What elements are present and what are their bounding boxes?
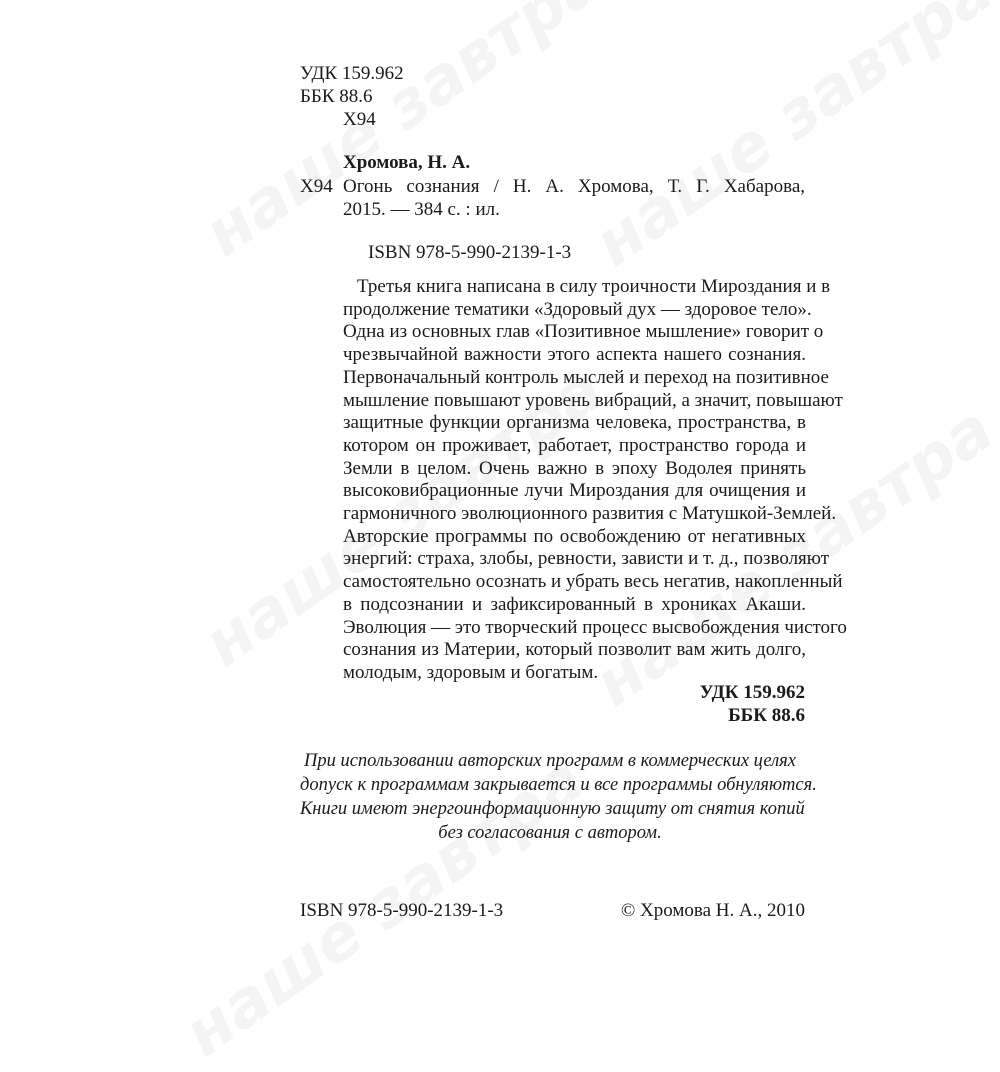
catalog-title-line-2: 2015. — 384 с. : ил. bbox=[343, 199, 500, 220]
annotation-line: Третья книга написана в силу троичности Мироздания и в bbox=[357, 276, 831, 297]
annotation-line: в подсознании и зафиксированный в хрониках Акаши. bbox=[343, 593, 806, 615]
watermark bbox=[581, 0, 1000, 282]
annotation-line: высоковибрационные лучи Мироздания для очищения и bbox=[343, 480, 806, 502]
classification-udk: УДК 159.962 bbox=[699, 682, 805, 703]
annotation-line: мышление повышают уровень вибраций, а значит, повышают bbox=[343, 389, 843, 411]
header-author-mark: Х94 bbox=[343, 109, 376, 130]
annotation-line: энергий: страха, злобы, ревности, зависти и т. д., позволяют bbox=[343, 548, 830, 570]
notice-line: без согласования с автором. bbox=[438, 823, 662, 843]
annotation-line: продолжение тематики «Здоровый дух — здоровое тело». bbox=[343, 298, 812, 320]
catalog-margin-mark: Х94 bbox=[300, 176, 333, 197]
annotation-line: чрезвычайной важности этого аспекта нашего сознания. bbox=[343, 344, 806, 366]
annotation-line: Первоначальный контроль мыслей и переход на позитивное bbox=[343, 366, 829, 388]
annotation-paragraph bbox=[343, 276, 847, 685]
catalog-isbn: ISBN 978-5-990-2139-1-3 bbox=[368, 242, 572, 263]
annotation-line: Авторские программы по освобождению от негативных bbox=[343, 525, 806, 547]
annotation-line: котором он проживает, работает, пространство города и bbox=[343, 434, 806, 456]
annotation-line: защитные функции организма человека, пространства, в bbox=[343, 412, 806, 434]
catalog-title-line-1: Огонь сознания / Н. А. Хромова, Т. Г. Хабарова, bbox=[343, 176, 805, 197]
header-udk: УДК 159.962 bbox=[300, 63, 404, 84]
annotation-line: Одна из основных глав «Позитивное мышление» говорит о bbox=[343, 321, 824, 343]
watermark bbox=[191, 0, 617, 272]
annotation-line: Эволюция — это творческий процесс высвобождения чистого bbox=[343, 616, 847, 638]
notice-line: При использовании авторских программ в коммерческих целях bbox=[303, 751, 796, 771]
annotation-line: самостоятельно осознать и убрать весь негатив, накопленный bbox=[343, 571, 843, 593]
header-bbk: ББК 88.6 bbox=[300, 86, 373, 107]
annotation-line: Земли в целом. Очень важно в эпоху Водолея принять bbox=[343, 457, 806, 479]
annotation-line: молодым, здоровым и богатым. bbox=[343, 661, 599, 683]
catalog-author-heading: Хромова, Н. А. bbox=[343, 152, 471, 173]
notice-line: допуск к программам закрывается и все программы обнуляются. bbox=[300, 775, 817, 795]
annotation-line: сознания из Материи, который позволит вам жить долго, bbox=[343, 639, 806, 661]
copyright-notice bbox=[300, 749, 817, 845]
notice-line: Книги имеют энергоинформационную защиту от снятия копий bbox=[300, 799, 805, 819]
footer-copyright: © Хромова Н. А., 2010 bbox=[620, 900, 805, 921]
footer-isbn: ISBN 978-5-990-2139-1-3 bbox=[300, 900, 504, 921]
classification-bbk: ББК 88.6 bbox=[728, 705, 805, 726]
annotation-line: гармоничного эволюционного развития с Матушкой-Землей. bbox=[343, 503, 837, 525]
